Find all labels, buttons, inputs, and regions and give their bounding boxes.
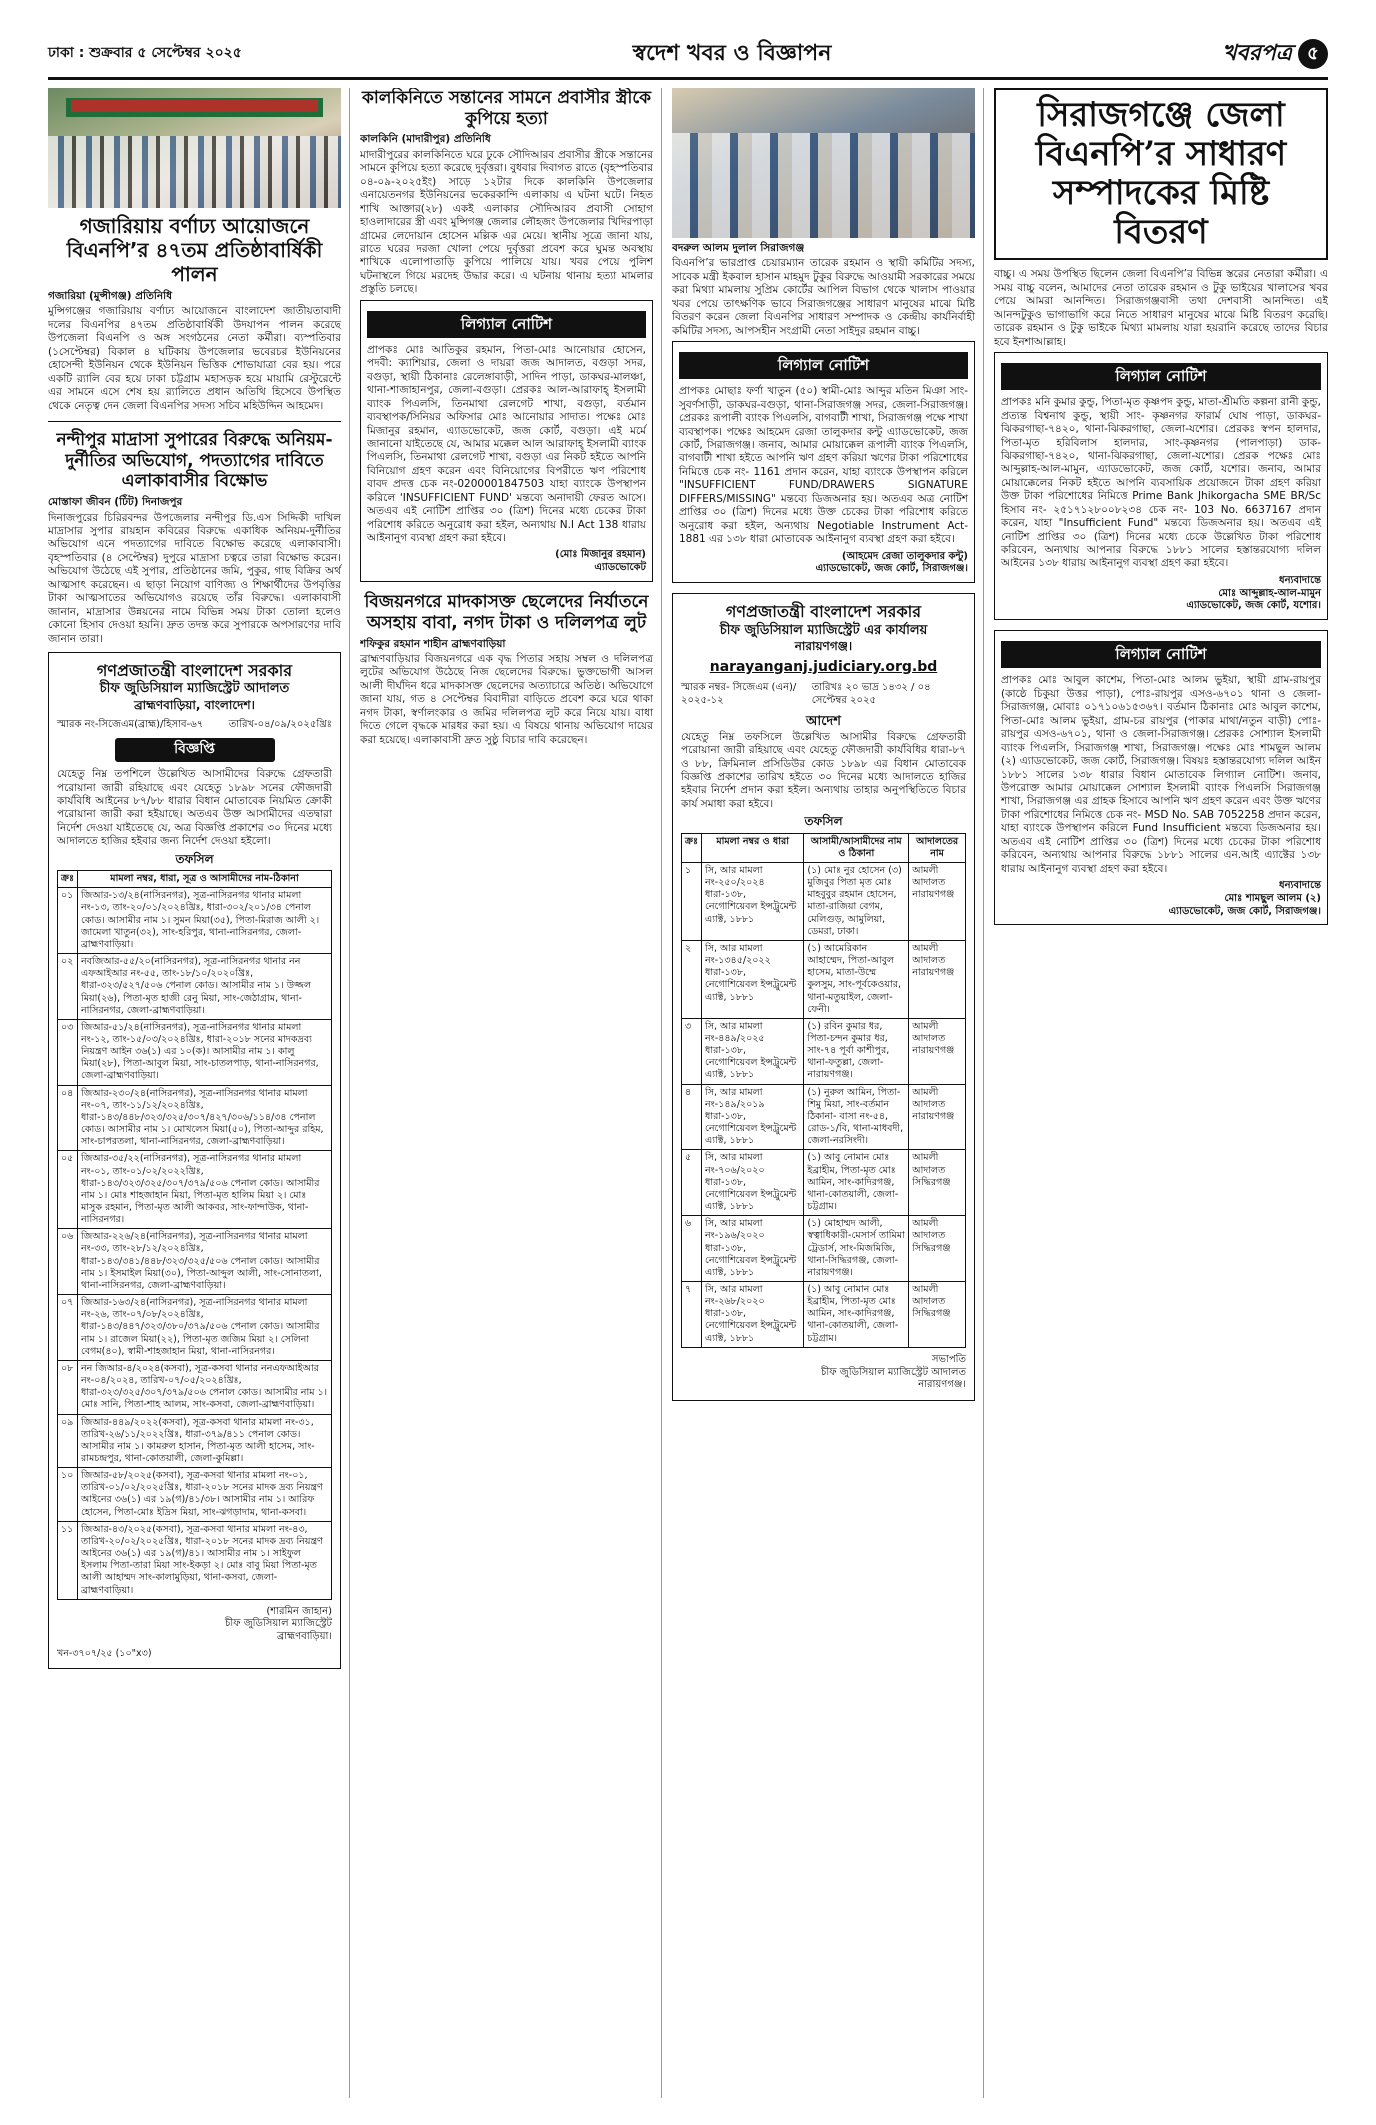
table-row [58, 1360, 332, 1414]
table-header: ক্রঃ [58, 871, 78, 888]
legal-signer: মোঃ শামছুল আলম (২) [1224, 892, 1321, 904]
table-cell: ০৩ [58, 1019, 78, 1085]
table-cell: ১০ [58, 1468, 78, 1522]
bijoynagar-byline: শফিকুর রহমান শাহীন ব্রাহ্মণবাড়িয়া [360, 637, 506, 650]
gov-date: তারিখঃ ২০ ভাদ্র ১৪৩২ / ০৪ সেপ্টেম্বর ২০২৫ [811, 682, 931, 707]
court-website-link[interactable]: narayanganj.judiciary.org.bd [709, 658, 938, 675]
column-2 [360, 88, 662, 2098]
legal-notice-title: লিগ্যাল নোটিশ [1001, 363, 1321, 390]
table-row [58, 1151, 332, 1229]
legal-notice-body: প্রাপকঃ মোঃ আতিকুর রহমান, পিতা-মোঃ আনোয়ার হোসেন, পদবী: ক্যাশিয়ার, জেলা ও দায়রা জজ আদালত, বগুড়া সদর, বগুড়া, স্থায়ী ঠিকানাঃ রেলেঙ্গাবাড়ী, সাদিন পাড়া, ডাকঘর-মালঞ্চা, থানা-শাজাহানপুর, জেলা-বগুড়া। প্রেরকঃ আল-আরাফাহ্ ইসলামী ব্যাংক পিএলসি, তিনমাথা রেলগেট শাখা, বগুড়া, বর্তমান ব্যবস্থাপক/সিনিয়র অফিসার মোঃ আনোয়ার সাদাত। পক্ষেঃ মোঃ মিজানুর রহমান, এ্যাডভোকেট, জজ কোর্ট, বগুড়া। এই মর্মে জানানো যাইতেছে যে, আমার মক্কেল আল আরাফাহ্ ইসলামী ব্যাংক পিএলসি, তিনমাথা রেলগেট শাখা, বগুড়া এর নিকট হইতে আপনি বিনিয়োগ গ্রহণ করেন এবং বিনিয়োগের বিপরীতে ঋণ পরিশোধ বাবদ প্রদত্ত চেক নং-0200001847503 যাহা ব্যাংকে উপস্থাপন করিলে 'INSUFFICIENT FUND' মন্তব্যে অনাদায়ী ফেরত আসে। অতএব এই নোটিশ প্রাপ্তির ৩০ (ত্রিশ) দিনের মধ্যে চেকের টাকা পরিশোধ করিতে অনুরোধ করা হইল, অন্যথায় N.I Act 138 ধারায় আইনানুগ ব্যবস্থা গ্রহণ করা হইবে। [367, 343, 646, 545]
gov-signer-place: ব্রাহ্মণবাড়িয়া। [276, 1631, 332, 1643]
signer-place: নারায়ণগঞ্জ। [918, 1379, 966, 1391]
table-cell: সি, আর মামলা নং-৪৪৯/২০২৫ ধারা-১৩৮, নেগোশিয়েবল ইন্সট্রুমেন্ট এ্যাক্ট, ১৮৮১ [702, 1018, 804, 1084]
column-3 [672, 88, 984, 2098]
table-row [58, 1295, 332, 1361]
lead-body: মুন্সিগঞ্জের গজারিয়ায় বর্ণাঢ্য আয়োজনে বাংলাদেশ জাতীয়তাবাদী দলের বিএনপির ৪৭তম প্রতিষ্ঠাবার্ষিকী উদযাপন পালন করেছে উপজেলা বিএনপি ও অঙ্গ সংগঠনের নেতা কর্মীরা। ব্যস্পতিবার (১সেপ্টেম্বর) বিকাল ৪ ঘটিকায় উপজেলার ভবেরচর ইউনিয়নের হোসেন্দী ইউনিয়ন থেকে ইউনিয়ন ভিত্তিক শোভাযাত্রা বের হয়। পরে একটি র‍্যালি বের হয়ে ঢাকা চট্টগ্রাম মহাসড়ক হয়ে মায়ামি রেস্টুরেন্টে এর সামনে এসে শেষ হয় র‍্যালিতে প্রধান অতিথি হিসেবে উপস্থিত থেকে নেতৃত্ব দেন জেলা বিএনপির সদস্য সচিব মহিউদ্দিন আহমেদ। [48, 305, 341, 412]
legal-signer: (মোঃ মিজানুর রহমান) [555, 549, 646, 561]
page-header [48, 36, 1328, 80]
gov-ref: স্মারক নং-সিজেএম(ব্রাহ্ম)/হিসাব-৬৭ [57, 719, 204, 731]
table-cell: ২ [682, 940, 702, 1018]
table-cell: (১) আমেরিকান আহাম্মেদ, পিতা-আবুল হাসেম, মাতা-উম্মে কুলসুম, সাং-পূর্বকেওয়ার, থানা-মতুয়াইল, জেলা-ফেনী। [804, 940, 909, 1018]
table-cell: জিআর-১৩/২৪(নাসিরনগর), সূত্র-নাসিরনগর থানার মামলা নং-১৩, তাং-২০/০১/২০২৪খ্রিঃ, ধারা-৩০২/২০১/৩৪ পেনাল কোড। আসামীর নাম ১। সুমন মিয়া(৩৫), পিতা-মিরাজ আলী ২। জামেলা খাতুন(৩২), সাং-হরিপুর, থানা-নাসিরনগর, জেলা-ব্রাহ্মণবাড়িয়া। [78, 888, 332, 954]
table-header: ক্রঃ [682, 833, 702, 862]
table-cell: ১ [682, 862, 702, 940]
table-title: তফসিল [175, 851, 214, 866]
table-cell: ০৫ [58, 1151, 78, 1229]
table-cell: জিআর-৪৩/২০২৫(কসবা), সূত্র-কসবা থানার মামলা নং-৪৩, তারিখ-২০/০২/২০২৫খ্রিঃ, ধারা-২০১৮ সনের মাদক দ্রব্য নিয়ন্ত্রণ আইনের ৩৬(১) এর ১৯(গ)/৪১। আসামীর নাম ১। সাইফুল ইসলাম পিতা-তারা মিয়া সাং-ইকড়া ২। মোঃ বাবু মিয়া পিতা-মৃত আলী আহাম্মদ সাং-কালামুড়িয়া, থানা-কসবা, জেলা-ব্রাহ্মণবাড়িয়া। [78, 1521, 332, 1599]
narayanganj-court-notice [672, 593, 975, 1401]
table-cell: ০৮ [58, 1360, 78, 1414]
legal-signer-title: এ্যাডভোকেট, জজ কোর্ট, সিরাজগঞ্জ। [1168, 905, 1321, 917]
gov-ref: স্মারক নম্বর- সিজেএম (এন)/২০২৫-১২ [681, 682, 797, 707]
column-4 [994, 88, 1328, 2098]
gov-signer: (শারমিন জাহান) [266, 1605, 332, 1617]
table-cell: সি, আর মামলা নং-২৬৮/২০২০ ধারা-১৩৮, নেগোশিয়েবল ইন্সট্রুমেন্ট এ্যাক্ট, ১৮৮১ [702, 1281, 804, 1347]
table-row [58, 888, 332, 954]
table-row [58, 1229, 332, 1295]
thanks-text: ধন্যবাদান্তে [1278, 880, 1321, 892]
sirajganj-byline: বদরুল আলম দুলাল সিরাজগঞ্জ [672, 242, 805, 254]
table-cell: আমলী আদালত সিদ্ধিরগঞ্জ [909, 1281, 966, 1347]
table-cell: ৭ [682, 1281, 702, 1347]
rally-photo [48, 88, 341, 208]
masthead-logo [1222, 39, 1328, 69]
table-row [682, 1018, 966, 1084]
gov-court: চীফ জুডিসিয়াল ম্যাজিস্ট্রেট আদালত [99, 681, 290, 697]
madrasa-body: দিনাজপুরের চিরিরবন্দর উপজেলার নন্দীপুর ডি.এস সিদ্দিকী দাখিল মাদ্রাসার সুপার রায়হান কবিরের বিরুদ্ধে একাধিক অনিয়ম-দুর্নীতির অভিযোগ এনে পদত্যাগের দাবিতে বিক্ষোভ করেছে এলাকাবাসী। বৃহস্পতিবার (৪ সেপ্টেম্বর) দুপুরে মাদ্রাসা চত্বরে তারা বিক্ষোভ করেন। অভিযোগ উঠেছে এই সুপার, প্রতিষ্ঠানের জমি, পুকুর, গাছ বিক্রির অর্থ আত্মসাৎ করেছেন। এ ছাড়া নিয়োগ বাণিজ্য ও শিক্ষার্থীদের উপবৃত্তির টাকা আত্মসাতের অভিযোগও রয়েছে তাঁর বিরুদ্ধে। এলাকাবাসী জানান, মাদ্রাসার উন্নয়নের নামে বিভিন্ন সময় টাকা তোলা হলেও কোনো হিসাব দেওয়া হয়নি। দ্রুত তদন্ত করে সুপারকে অপসারণের দাবি জানান তারা। [48, 511, 341, 645]
table-cell: (১) আবু নোমান মোঃ ইব্রাহীম, পিতা-মৃত মোঃ আমিন, সাং-কাদিরগঞ্জ, থানা-কোতয়ালী, জেলা-চট্টগ্রাম। [804, 1150, 909, 1216]
table-cell: আমলী আদালত নারায়ণগঞ্জ [909, 1084, 966, 1150]
page-number: ৫ [1298, 39, 1328, 69]
gov-signer-title: চীফ জুডিসিয়াল ম্যাজিস্ট্রেট [224, 1618, 332, 1630]
kalkini-headline: কালকিনিতে সন্তানের সামনে প্রবাসীর স্ত্রীকে কুপিয়ে হত্যা [361, 88, 652, 129]
table-cell: জিআর-২২৬/২৪(নাসিরনগর), সূত্র-নাসিরনগর থানার মামলা নং-৩৩, তাং-২৮/১২/২০২৪খ্রিঃ, ধারা-১৪৩/৩৪১/৪৪৮/৩২৩/৩২৫/৫০৬ পেনাল কোড। আসামীর নাম ১। ইসমাইল মিয়া(৩০), পিতা-আব্দুল আলী, সাং-সোনাতলা, থানা-নাসিরনগর, জেলা-ব্রাহ্মণবাড়িয়া। [78, 1229, 332, 1295]
table-row [58, 1085, 332, 1151]
table-cell: ০২ [58, 954, 78, 1020]
column-1 [48, 88, 350, 2098]
legal-notice-sirajganj [672, 341, 975, 583]
table-header: মামলা নম্বর ও ধারা [702, 833, 804, 862]
table-row [682, 1281, 966, 1347]
table-row [682, 1084, 966, 1150]
legal-signer-title: এ্যাডভোকেট, জজ কোর্ট, সিরাজগঞ্জ। [815, 563, 968, 575]
table-row [58, 1414, 332, 1468]
legal-notice-body: প্রাপকঃ মনি কুমার কুন্ডু, পিতা-মৃত কৃষ্ণপদ কুন্ডু, মাতা-শ্রীমতি কল্পনা রানী কুন্ডু, প্রত্যন্ত বিশ্বনাথ কুন্ডু, স্থায়ী সাং- কৃষ্ণনগর ফারার্ম ঘোষ পাড়া, ডাকঘর-ঝিকরগাছা-৭৪২০, থানা-ঝিকরগাছা, জেলা-যশোর। প্রেরকঃ স্বপন হালদার, পিতা-মৃত হরিবিলাস হালদার, সাং-কৃষ্ণনগর (পালপাড়া) ডাক-ঝিকরগাছা-৭৪২০, থানা-ঝিকরগাছা, জেলা-যশোর। প্রেরক পক্ষেঃ মোঃ আব্দুল্লাহ-আল-মামুন, এ্যাডভোকেট, জজ কোর্ট, যশোর। জনাব, আমার মোয়াক্কেলের নিকট হইতে আপনি ব্যবসায়িক প্রয়োজনে টাকা গ্রহণ করিয়া উক্ত টাকা পরিশোধের নিমিত্তে Prime Bank Jhikorgacha SME BR/Sc হিসাব নং- ২৫১৭১২৮০০৮২৩৪ চেক নং- 103 No. 6637167 প্রদান করেন, যাহা "Insufficient Fund" মন্তব্যে ডিজঅনার হয়। অতএব এই নোটিশ প্রাপ্তির ৩০ (ত্রিশ) দিনের মধ্যে চেকে উল্লেখিত টাকা পরিশোধ করিবেন, অন্যথায় আপনার বিরুদ্ধে ১৮৮১ সালের হস্তান্তরযোগ্য দলিল আইনের ১৩৮ ধারায় আইনানুগ ব্যবস্থা গ্রহণ করা হইবে। [1001, 396, 1321, 570]
table-title: তফসিল [804, 814, 843, 829]
table-row [682, 940, 966, 1018]
table-cell: আমলী আদালত নারায়ণগঞ্জ [909, 940, 966, 1018]
table-cell: সি, আর মামলা নং-১৩৪৫/২০২২ ধারা-১৩৮, নেগোশিয়েবল ইন্সট্রুমেন্ট এ্যাক্ট, ১৮৮১ [702, 940, 804, 1018]
case-table [681, 833, 966, 1348]
table-cell: (১) মোঃ নুর হোসেন (৩) মুজিবুর পিতা মৃত মোঃ মাহবুবুর রহমান হোসেন, মাতা-রাজিয়া বেগম, মেলিগুড়, আমুলিয়া, ডেমরা, ঢাকা। [804, 862, 909, 940]
signer-label: সভাপতি [931, 1353, 966, 1365]
table-cell: ৫ [682, 1150, 702, 1216]
table-cell: (১) আবু নোমান মোঃ ইব্রাহীম, পিতা-মৃত মোঃ আমিন, সাং-কাদিরগঞ্জ, থানা-কোতয়ালী, জেলা-চট্টগ্রাম। [804, 1281, 909, 1347]
gov-place: নারায়ণগঞ্জ। [794, 639, 853, 654]
lead-byline: গজারিয়া (মুন্সীগঞ্জ) প্রতিনিধি [48, 290, 173, 302]
table-cell: সি, আর মামলা নং-২৫০/২০২৪ ধারা-১৩৮, নেগোশিয়েবল ইন্সট্রুমেন্ট এ্যাক্ট, ১৮৮১ [702, 862, 804, 940]
sirajganj-body-cont: বাচ্চু। এ সময় উপস্থিত ছিলেন জেলা বিএনপি’র বিভিন্ন স্তরের নেতারা কর্মীরা। এ সময় বাচ্চু বলেন, আমাদের নেতা তারেক রহমান ও টুকু ভাইয়ের খালাসের খবর পেয়ে আমরা আনন্দিত। সিরাজগঞ্জবাসী তথা দেশবাসী আনন্দিত। এই আনন্দটুকুও ভাগাভাগি করে নিতে সাধারণ মানুষের মাঝে মিষ্টি বিতরণ করেছি। তারেক রহমান ও টুকু ভাইকে মিথ্যা মামলায় যারা হয়রানি করেছে তাদের বিচার হবে ইনশাআল্লাহ। [994, 268, 1328, 348]
bijoynagar-body: ব্রাহ্মণবাড়িয়ার বিজয়নগরে এক বৃদ্ধ পিতার সহায় সম্বল ও দলিলপত্র লুটের অভিযোগ উঠেছে নিজ ছেলেদের বিরুদ্ধে। ভুক্তভোগী আসল আলী দীর্ঘদিন ধরে মাদকাসক্ত ছেলেদের অত্যাচারে অতিষ্ঠ। অভিযোগে জানা যায়, গত ৪ সেপ্টেম্বর বিবাদীরা বাড়িতে প্রবেশ করে ঘরে থাকা নগদ টাকা, স্বর্ণালংকার ও জমির দলিলপত্র লুট করে নিয়ে যায়। বাধা দিতে গেলে বৃদ্ধকে মারধর করা হয়। এ বিষয়ে থানায় অভিযোগ দায়ের করা হয়েছে। এলাকাবাসী দ্রুত সুষ্ঠু বিচার দাবি করেছেন। [360, 652, 653, 746]
table-cell: জিআর-৫৮/২০২৫(কসবা), সূত্র-কসবা থানার মামলা নং-০১, তারিখ-০১/০২/২০২৫খ্রিঃ, ধারা-২০১৮ সনের মাদক দ্রব্য নিয়ন্ত্রণ আইনের ৩৬(১) এর ১৯(গ)/৪১/৩৮। আসামীর নাম ১। আরিফ হোসেন, পিতা-মোঃ ইদ্রিস মিয়া, সাং-ঝগড়াদাম, থানা-কসবা। [78, 1468, 332, 1522]
table-header: আসামী/আসামীদের নাম ও ঠিকানা [804, 833, 909, 862]
section-title: স্বদেশ খবর ও বিজ্ঞাপন [632, 40, 832, 67]
thanks-text: ধন্যবাদান্তে [1278, 574, 1321, 586]
table-cell: জিআর-৩৫/২২(নাসিরনগর), সূত্র-নাসিরনগর থানার মামলা নং-০১, তাং-০১/০২/২০২২খ্রিঃ, ধারা-১৪৩/৩২৩/৩২৫/৩০৭/৩৭৯/৫০৬ পেনাল কোড। আসামীর নাম ১। মোঃ শাহজাহান মিয়া, পিতা-মৃত হালিম মিয়া ২। মোঃ মাসুক রহমান, পিতা-মৃত আলী আকবর, সাং-ফান্দাউক, থানা-নাসিরনগর। [78, 1151, 332, 1229]
table-cell: নবজিআর-৫৫/২০(নাসিরনগর), সূত্র-নাসিরনগর থানার নন এফআইআর নং-৫৫, তাং-১৮/১০/২০২০খ্রিঃ, ধারা-৩২৩/৫২৭/৫০৬ পেনাল কোড। আসামীর নাম ১। উজ্জল মিয়া(২৬), পিতা-মৃত হাজী রেনু মিয়া, সাং-জেঠাগ্রাম, থানা-নাসিরনগর, জেলা-ব্রাহ্মণবাড়িয়া। [78, 954, 332, 1020]
gov-date: তারিখ-০৪/০৯/২০২৫খ্রিঃ [228, 719, 332, 731]
table-row [58, 1468, 332, 1522]
table-cell: ৩ [682, 1018, 702, 1084]
notice-label: বিজ্ঞপ্তি [115, 738, 275, 762]
legal-notice-title: লিগ্যাল নোটিশ [367, 311, 646, 338]
gov-place: ব্রাহ্মণবাড়িয়া, বাংলাদেশ। [134, 698, 255, 713]
table-header: আদালতের নাম [909, 833, 966, 862]
bijoynagar-headline: বিজয়নগরে মাদকাসক্ত ছেলেদের নির্যাতনে অসহায় বাবা, নগদ টাকা ও দলিলপত্র লুট [364, 592, 649, 633]
table-cell: আমলী আদালত নারায়ণগঞ্জ [909, 862, 966, 940]
table-cell: আমলী আদালত সিদ্ধিরগঞ্জ [909, 1150, 966, 1216]
table-cell: জিআর-৪৪৯/২০২২(কসবা), সূত্র-কসবা থানার মামলা নং-৩১, তারিখ-২৬/১১/২০২২খ্রিঃ, ধারা-৩৭৯/৪১১ পেনাল কোড। আসামীর নাম ১। কামরুল হাসান, পিতা-মৃত আলী হাসেম, সাং-রামচন্দ্রপুর, থানা-কোতয়ালী, জেলা-কুমিল্লা। [78, 1414, 332, 1468]
legal-signer: মোঃ আব্দুল্লাহ-আল-মামুন [1218, 587, 1321, 599]
table-cell: জিআর-২৩০/২৪(নাসিরনগর), সূত্র-নাসিরনগর থানার মামলা নং-০৭, তাং-১১/১২/২০২৪খ্রিঃ, ধারা-১৪৩/৪৪৮/৩২৩/৩২৫/৩০৭/৪২৭/৩০৬/১১৪/৩৪ পেনাল কোড। আসামীর নাম ১। মোখলেস মিয়া(৫০), পিতা-আব্দুর রহিম, সাং-চাপরতলা, থানা-নাসিরনগর, জেলা-ব্রাহ্মণবাড়িয়া। [78, 1085, 332, 1151]
table-cell: (১) নুরুল আমিন, পিতা-শিমু মিয়া, সাং-বর্তমান ঠিকানা- বাসা নং-৫৪, রোড-১/বি, থানা-মাধবদী, জেলা-নরসিংদী। [804, 1084, 909, 1150]
notice-intro: যেহেতু নিম্ন তফসিলে উল্লেখিত আসামীর বিরুদ্ধে গ্রেফতারী পরোয়ানা জারী রহিয়াছে এবং যেহেতু ফৌজদারী কার্যবিধির ধারা-৮৭ ও ৮৮, ক্রিমিনাল প্রসিডিউর কোড ১৮৯৮ এর বিধান মোতাবেক বিজ্ঞপ্তি প্রকাশের তারিখ হইতে ৩০ দিনের মধ্যে আদালতে হাজির হইবার নির্দেশ প্রদান করা হইল। অন্যথায় তাহার অনুপস্থিতিতে বিচার কার্য সমাধা করা হইবে। [681, 730, 966, 810]
table-row [58, 1019, 332, 1085]
table-row [58, 954, 332, 1020]
table-cell: সি, আর মামলা নং-১৯৬/২০২০ ধারা-১৩৮, নেগোশিয়েবল ইন্সট্রুমেন্ট এ্যাক্ট, ১৮৮১ [702, 1216, 804, 1282]
gov-title: গণপ্রজাতন্ত্রী বাংলাদেশ সরকার [96, 660, 293, 680]
case-table [57, 870, 332, 1600]
table-cell: (১) মোহাম্মদ আলী, স্বত্বাধিকারী-মেসার্স তামিমা ট্রেডার্স, সাং-মিজমিজি, থানা-সিদ্ধিরগঞ্জ, জেলা-নারায়ণগঞ্জ। [804, 1216, 909, 1282]
gov-court: চীফ জুডিসিয়াল ম্যাজিস্ট্রেট এর কার্যালয় [719, 622, 928, 638]
table-cell: ১১ [58, 1521, 78, 1599]
sweets-distribution-photo [672, 88, 975, 238]
ad-code: খন-৩৭০৭/২৫ (১০"x৩) [57, 1648, 152, 1660]
madrasa-byline: মোস্তাফা জীবন (ঢিঁট) দিনাজপুর [48, 496, 183, 509]
legal-signer: (আহমেদ রেজা তালুকদার কন্টু) [841, 550, 968, 562]
table-cell: (১) রবিন কুমার ধর, পিতা-চন্দন কুমার ধর, সাং-৭৪ পূর্বা কাশীপুর, থানা-ফতুল্লা, জেলা-নারায়ণগঞ্জ। [804, 1018, 909, 1084]
sirajganj-body: বিএনপি’র ভারপ্রাপ্ত চেয়ারম্যান তারেক রহমান ও স্থায়ী কমিটির সদস্য, সাবেক মন্ত্রী ইকবাল হাসান মাহমুদ টুকুর বিরুদ্ধে আওয়ামী সরকারের সময়ে করা মিথ্যা মামলায় সুপ্রিম কোর্টের আপিল বিভাগ থেকে খালাস পাওয়ার খবর পেয়ে তাৎক্ষণিক ভাবে সিরাজগঞ্জের সাধারণ মানুষের মাঝে মিষ্টি বিতরণ করেন জেলা বিএনপির সাধারণ সম্পাদক ও কেন্দ্রীয় কার্যনির্বাহী কমিটির সদস্য, আপসহীন সংগ্রামী নেতা সাইদুর রহমান বাচ্চু। [672, 257, 975, 337]
table-cell: ০১ [58, 888, 78, 954]
table-cell: ৪ [682, 1084, 702, 1150]
signer-title: চীফ জুডিসিয়াল ম্যাজিস্ট্রেট আদালত [821, 1366, 966, 1378]
table-cell: সি, আর মামলা নং-৭০৬/২০২০ ধারা-১৩৮, নেগোশিয়েবল ইন্সট্রুমেন্ট এ্যাক্ট, ১৮৮১ [702, 1150, 804, 1216]
legal-notice-social-islami [994, 630, 1328, 925]
table-cell: সি, আর মামলা নং-১৪৯/২০১৯ ধারা-১৩৮, নেগোশিয়েবল ইন্সট্রুমেন্ট এ্যাক্ট, ১৮৮১ [702, 1084, 804, 1150]
table-row [682, 1216, 966, 1282]
table-cell: ০৭ [58, 1295, 78, 1361]
legal-notice-body: প্রাপকঃ মোঃ আবুল কাশেম, পিতা-মোঃ আলম ভুইয়া, স্থায়ী গ্রাম-রায়পুর (কাষ্ঠে চিকুয়া উত্তর পাড়া), পোঃ-রায়পুর এসও-৬৭০১ থানা ও জেলা-সিরাজগঞ্জ, মোবাঃ ০১৭১০৬১৫৩৬৭। বর্তমান ঠিকানাঃ মোঃ আবুল কাশেম, পিতা-মোঃ আলম ভুইয়া, গ্রাম-চর রায়পুর (পাকার মাথা/নতুন বাড়ী) পোঃ-রায়পুর এসও-৬৭০১, থানা ও জেলা-সিরাজগঞ্জ। প্রেরকঃ সোশ্যাল ইসলামী ব্যাংক পিএলসি, সিরাজগঞ্জ শাখা, সিরাজগঞ্জ। পক্ষেঃ মোঃ শামছুল আলম (২) এ্যাডভোকেট, জজ কোর্ট, সিরাজগঞ্জ। বিষয়ঃ হস্তান্তরযোগ্য দলিল আইন ১৮৮১ সালের ১৩৮ ধারার বিধান মোতাবেক লিগ্যাল নোটিশ। জনাব, উপরোক্ত আমার মোয়াক্কেল সোশ্যাল ইসলামী ব্যাংক পিএলসি সিরাজগঞ্জ শাখা, সিরাজগঞ্জ এর গ্রাহক হিসাবে আপনি ঋণ গ্রহণ করেন এবং উক্ত ঋণের টাকা পরিশোধের নিমিত্তে চেক নং- MSD No. SAB 7052258 প্রদান করেন, যাহা ব্যাংকে উপস্থাপন করিলে Fund Insufficient মন্তব্যে ডিজঅনার হয়। অতএব এই নোটিশ প্রাপ্তির ৩০ (ত্রিশ) দিনের মধ্যে চেকের টাকা পরিশোধ করিবেন, অন্যথায় আপনার বিরুদ্ধে ১৮৮১ সালের এন.আই এ্যাক্টের ১৩৮ ধারায় আইনানুগ ব্যবস্থা গ্রহণ করা হইবে। [1001, 674, 1321, 875]
legal-signer-title: এ্যাডভোকেট, জজ কোর্ট, যশোর। [1186, 600, 1321, 612]
issue-date: ঢাকা : শুক্রবার ৫ সেপ্টেম্বর ২০২৫ [48, 44, 242, 61]
legal-notice-body: প্রাপকঃ মোছাঃ ফর্ণা খাতুন (৫০) স্বামী-মোঃ আব্দুর মতিন মিঞা সাং-সুবর্ণসাড়ী, ডাকঘর-বগুড়া, থানা-সিরাজগঞ্জ সদর, জেলা-সিরাজগঞ্জ। প্রেরকঃ রূপালী ব্যাংক পিএলসি, বাগবাটী শাখা, সিরাজগঞ্জ পক্ষে শাখা ব্যবস্থাপক। পক্ষেঃ আহমেদ রেজা তালুকদার কন্টু এ্যাডভোকেট, জজ কোর্ট, সিরাজগঞ্জ। জনাব, আমার মোয়াক্কেল রূপালী ব্যাংক পিএলসি, বাগবাটী শাখা হইতে আপনি ঋণ গ্রহণ করিয়া ঋণের টাকা পরিশোধের নিমিত্তে চেক নং- 1161 প্রদান করেন, যাহা ব্যাংকে উপস্থাপন করিলে "INSUFFICIENT FUND/DRAWERS SIGNATURE DIFFERS/MISSING" মন্তব্যে ডিজঅনার হয়। অতএব অত্র নোটিশ প্রাপ্তির ৩০ (ত্রিশ) দিনের মধ্যে উক্ত চেকের টাকা পরিশোধ করিতে অনুরোধ করা হইল, অন্যথায় Negotiable Instrument Act-1881 এর ১৩৮ ধারা মোতাবেক আইনানুগ ব্যবস্থা গ্রহণ করা হইবে। [679, 385, 968, 546]
table-cell: ০৬ [58, 1229, 78, 1295]
table-cell: জিআর-৫১/২৪(নাসিরনগর), সূত্র-নাসিরনগর থানার মামলা নং-১২, তাং-১৫/০৩/২০২৪খ্রিঃ, ধারা-২০১৮ সনের মাদকদ্রব্য নিয়ন্ত্রণ আইন ৩৬(১) এর ১০(ক)। আসামীর নাম ১। কালু মিয়া(২৮), পিতা-আবুল মিয়া, সাং-চাতলপাড়, থানা-নাসিরনগর, জেলা-ব্রাহ্মণবাড়িয়া। [78, 1019, 332, 1085]
table-row [682, 862, 966, 940]
legal-notice-title: লিগ্যাল নোটিশ [1001, 641, 1321, 668]
table-cell: নন জিআর-৪/২০২৪(কসবা), সূত্র-কসবা থানার ননএফআইআর নং-০৪/২০২৪, তারিখ-০৭/০৫/২০২৪খ্রিঃ, ধারা-৩২৩/৩২৫/৩০৭/৩৭৯/৫০৬ পেনাল কোড। আসামীর নাম ১। মোঃ সানি, পিতা-শাহ আলম, সাং-কসবা, জেলা-ব্রাহ্মণবাড়িয়া। [78, 1360, 332, 1414]
table-row [58, 1521, 332, 1599]
table-cell: ০৯ [58, 1414, 78, 1468]
table-cell: জিআর-১৬৩/২৪(নাসিরনগর), সূত্র-নাসিরনগর থানার মামলা নং-২৬, তাং-০৭/০৮/২০২৪খ্রিঃ, ধারা-১৪৩/৪৪৭/৩২৩/৩৮০/৩৭৯/৫০৬ পেনাল কোড। আসামীর নাম ১। রাজেল মিয়া(২২), পিতা-মৃত জজিম মিয়া ২। সেলিনা বেগম(৪০), স্বামী-শাহজাহান মিয়া, থানা-নাসিরনগর। [78, 1295, 332, 1361]
table-cell: ৬ [682, 1216, 702, 1282]
legal-notice-title: লিগ্যাল নোটিশ [679, 352, 968, 379]
table-cell: আমলী আদালত সিদ্ধিরগঞ্জ [909, 1216, 966, 1282]
lead-headline: গজারিয়ায় বর্ণাঢ্য আয়োজনে বিএনপি’র ৪৭তম প্রতিষ্ঠাবার্ষিকী পালন [66, 214, 323, 286]
table-cell: ০৪ [58, 1085, 78, 1151]
legal-notice-jessore [994, 352, 1328, 620]
brahmanbaria-court-notice [48, 652, 341, 1669]
gov-title: গণপ্রজাতন্ত্রী বাংলাদেশ সরকার [725, 602, 922, 622]
table-row [682, 1150, 966, 1216]
kalkini-body: মাদারীপুরের কালকিনিতে ঘরে ঢুকে সৌদিআরব প্রবাসীর স্ত্রীকে সন্তানের সামনে কুপিয়ে হত্যা করেছে দুর্বৃত্তরা। বুধবার দিবাগত রাতে (বৃহস্পতিবার ০৪-০৯-২০২৫ইং) সাড়ে ১২টার দিকে কালকিনি উপজেলার এনায়েতনগর ইউনিয়নের ভকেরকান্দি এলাকায় এ ঘটনা ঘটে। নিহত শাখি আক্তার(২৮) একই এলাকার সৌদিআরব প্রবাসী সোহাগ হাওলাদারের স্ত্রী এবং মুন্সিগঞ্জ জেলার লৌহজং উপজেলার খিদিরপাড়া গ্রামের লেদোয়ান হোসেন মল্লিক এর মেয়ে। স্থানীয় সূত্রে জানা যায়, রাতে ঘরের দরজা খোলা পেয়ে দুর্বৃত্তরা প্রবেশ করে ঘুমন্ত অবস্থায় শাখিকে এলোপাতাড়ি কুপিয়ে পালিয়ে যায়। খবর পেয়ে পুলিশ ঘটনাস্থলে গিয়ে মরদেহ উদ্ধার করে। এ ঘটনায় থানায় হত্যা মামলার প্রস্তুতি চলছে। [360, 148, 653, 296]
kalkini-byline: কালকিনি (মাদারীপুর) প্রতিনিধি [360, 133, 491, 146]
table-header: মামলা নম্বর, ধারা, সূত্র ও আসামীদের নাম-ঠিকানা [78, 871, 332, 888]
notice-intro: যেহেতু নিম্ন তপশিলে উল্লেখিত আসামীদের বিরুদ্ধে গ্রেফতারী পরোয়ানা জারী রহিয়াছে এবং যেহেতু ১৮৯৮ সনের ফৌজদারী কার্যবিধি আইনের ৮৭/৮৮ ধারার বিধান মোতাবেক নিয়মিত ক্রোকী পরোয়ানা জারী করা হইয়াছে। অতএব উক্ত আসামীদের এতদ্বারা নির্দেশ দেওয়া যাইতেছে যে, অত্র বিজ্ঞপ্তি প্রকাশের ৩০ দিনের মধ্যে আদালতে হাজির হইবার জন্য নির্দেশ দেওয়া হইলো। [57, 768, 332, 848]
big-headline: সিরাজগঞ্জে জেলা বিএনপি’র সাধারণ সম্পাদকের মিষ্টি বিতরণ [1035, 95, 1287, 253]
legal-signer-title: এ্যাডভোকেট [594, 562, 646, 574]
logo-text: খবরপত্র [1222, 40, 1292, 67]
table-cell: আমলী আদালত নারায়ণগঞ্জ [909, 1018, 966, 1084]
big-headline-box [994, 88, 1328, 260]
notice-label: আদেশ [806, 714, 841, 730]
madrasa-headline: নন্দীপুর মাদ্রাসা সুপারের বিরুদ্ধে অনিয়ম-দুর্নীতির অভিযোগ, পদত্যাগের দাবিতে এলাকাবাসীর বিক্ষোভ [56, 429, 333, 492]
legal-notice-bogura [360, 300, 653, 582]
